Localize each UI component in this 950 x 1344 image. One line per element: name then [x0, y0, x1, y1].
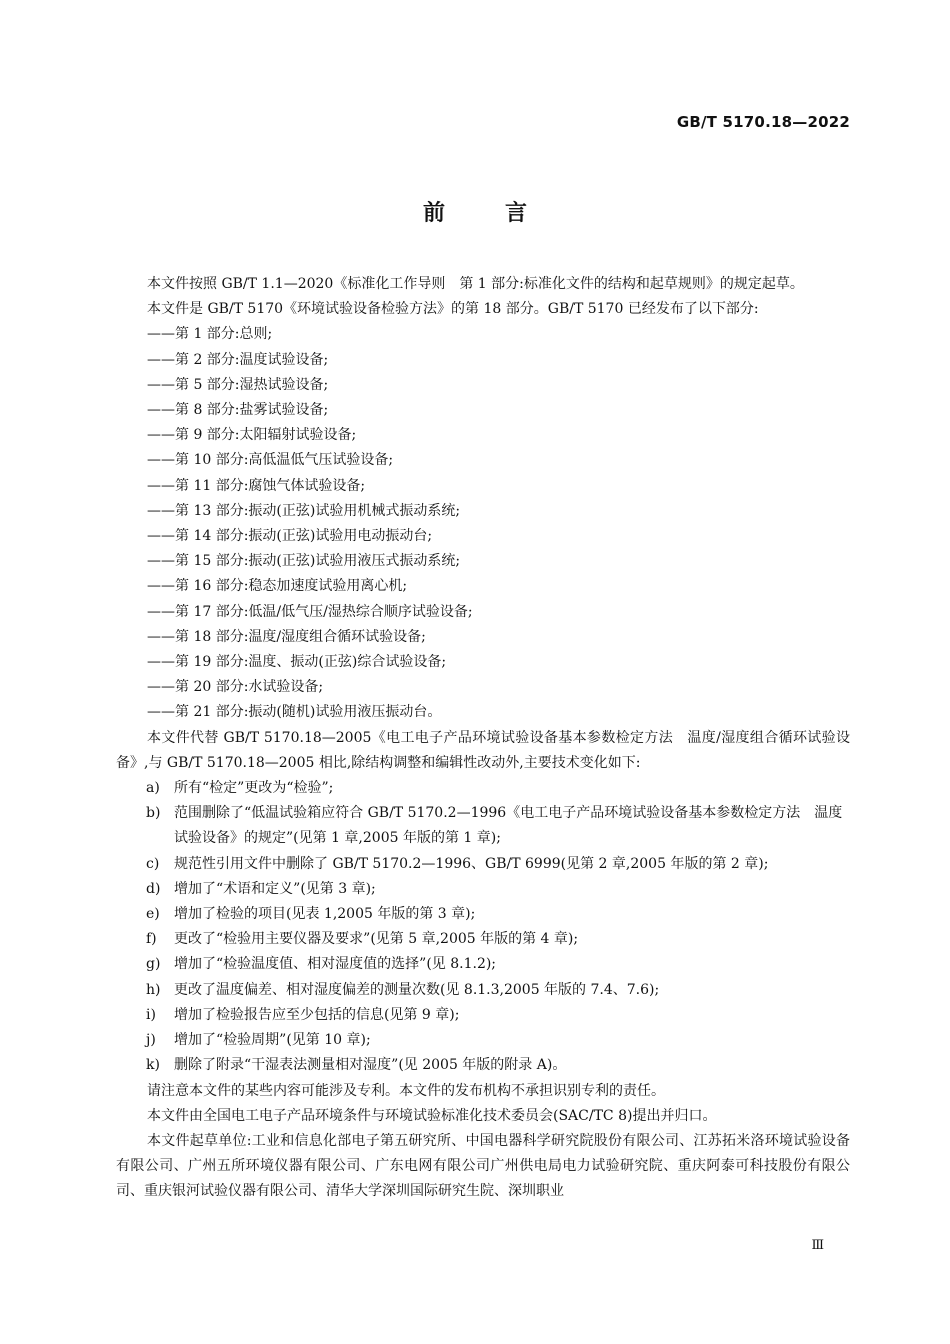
list-item: ——第 16 部分:稳态加速度试验用离心机; [147, 578, 408, 595]
proposer-paragraph: 本文件由全国电工电子产品环境条件与环境试验标准化技术委员会(SAC/TC 8)提出并归口。 [147, 1107, 717, 1124]
item-text: 更改了温度偏差、相对湿度偏差的测量次数(见 8.1.3,2005 年版的 7.4、7.6); [174, 981, 660, 998]
change-item [116, 952, 850, 977]
document-body [116, 272, 850, 1205]
item-mark: j) [146, 1032, 156, 1049]
item-text: 增加了检验的项目(见表 1,2005 年版的第 3 章); [174, 906, 476, 923]
change-item [116, 852, 850, 877]
item-mark: a) [146, 780, 160, 797]
item-mark: h) [146, 981, 161, 998]
item-text: 增加了“检验周期”(见第 10 章); [174, 1032, 371, 1049]
list-item: ——第 14 部分:振动(正弦)试验用电动振动台; [147, 528, 433, 545]
item-mark: k) [146, 1057, 160, 1074]
page-title: 前言 [422, 201, 587, 226]
list-item: ——第 2 部分:温度试验设备; [147, 351, 329, 368]
list-item: ——第 13 部分:振动(正弦)试验用机械式振动系统; [147, 502, 461, 519]
item-text: 范围删除了“低温试验箱应符合 GB/T 5170.2—1996《电工电子产品环境试验设备基本参数检定方法 温度试验设备》的规定”(见第 1 章,2005 年版的第 1 章); [174, 805, 843, 847]
list-item: ——第 17 部分:低温/低气压/湿热综合顺序试验设备; [147, 603, 473, 620]
change-item [116, 1053, 850, 1078]
change-item [116, 1028, 850, 1053]
item-mark: c) [146, 855, 160, 872]
item-text: 所有“检定”更改为“检验”; [174, 780, 334, 797]
change-item [116, 1003, 850, 1028]
changes-list [116, 776, 850, 1078]
change-item [116, 776, 850, 801]
page-number: Ⅲ [811, 1238, 824, 1253]
list-item: ——第 19 部分:温度、振动(正弦)综合试验设备; [147, 654, 447, 671]
patent-paragraph: 请注意本文件的某些内容可能涉及专利。本文件的发布机构不承担识别专利的责任。 [147, 1082, 665, 1099]
item-mark: b) [146, 805, 161, 822]
item-text: 增加了检验报告应至少包括的信息(见第 9 章); [174, 1006, 460, 1023]
standard-code: GB/T 5170.18—2022 [676, 113, 850, 131]
parts-list [116, 322, 850, 725]
list-item: ——第 10 部分:高低温低气压试验设备; [147, 452, 394, 469]
item-mark: i) [146, 1006, 156, 1023]
change-item [116, 927, 850, 952]
list-item: ——第 8 部分:盐雾试验设备; [147, 402, 329, 419]
item-text: 删除了附录“干湿表法测量相对湿度”(见 2005 年版的附录 A)。 [174, 1057, 567, 1074]
item-text: 增加了“检验温度值、相对湿度值的选择”(见 8.1.2); [174, 956, 497, 973]
item-mark: g) [146, 956, 161, 973]
change-item [116, 877, 850, 902]
replace-paragraph: 本文件代替 GB/T 5170.18—2005《电工电子产品环境试验设备基本参数检定方法 温度/湿度组合循环试验设备》,与 GB/T 5170.18—2005 相比,除结构调整和编辑性改动外,主要技术变化如下: [116, 729, 850, 771]
drafters-paragraph: 本文件起草单位:工业和信息化部电子第五研究所、中国电器科学研究院股份有限公司、江苏拓米洛环境试验设备有限公司、广州五所环境仪器有限公司、广东电网有限公司广州供电局电力试验研究院、重庆阿泰可科技股份有限公司、重庆银河试验仪器有限公司、清华大学深圳国际研究生院、深圳职业 [116, 1132, 850, 1200]
list-item: ——第 20 部分:水试验设备; [147, 679, 324, 696]
item-mark: f) [146, 931, 157, 948]
intro-paragraph: 本文件按照 GB/T 1.1—2020《标准化工作导则 第 1 部分:标准化文件的结构和起草规则》的规定起草。 [147, 276, 804, 292]
list-item: ——第 9 部分:太阳辐射试验设备; [147, 427, 357, 444]
item-mark: e) [146, 906, 160, 923]
item-text: 规范性引用文件中删除了 GB/T 5170.2—1996、GB/T 6999(见第 2 章,2005 年版的第 2 章); [174, 855, 769, 872]
list-item: ——第 1 部分:总则; [147, 326, 273, 343]
item-text: 更改了“检验用主要仪器及要求”(见第 5 章,2005 年版的第 4 章); [174, 931, 579, 948]
list-item: ——第 15 部分:振动(正弦)试验用液压式振动系统; [147, 553, 461, 570]
item-mark: d) [146, 880, 161, 897]
list-item: ——第 18 部分:温度/湿度组合循环试验设备; [147, 628, 426, 645]
item-text: 增加了“术语和定义”(见第 3 章); [174, 880, 376, 897]
intro-paragraph: 本文件是 GB/T 5170《环境试验设备检验方法》的第 18 部分。GB/T 5170 已经发布了以下部分: [147, 301, 759, 318]
change-item [116, 801, 850, 851]
change-item [116, 978, 850, 1003]
list-item: ——第 5 部分:湿热试验设备; [147, 376, 329, 393]
list-item: ——第 21 部分:振动(随机)试验用液压振动台。 [147, 704, 442, 721]
list-item: ——第 11 部分:腐蚀气体试验设备; [147, 477, 366, 494]
change-item [116, 902, 850, 927]
